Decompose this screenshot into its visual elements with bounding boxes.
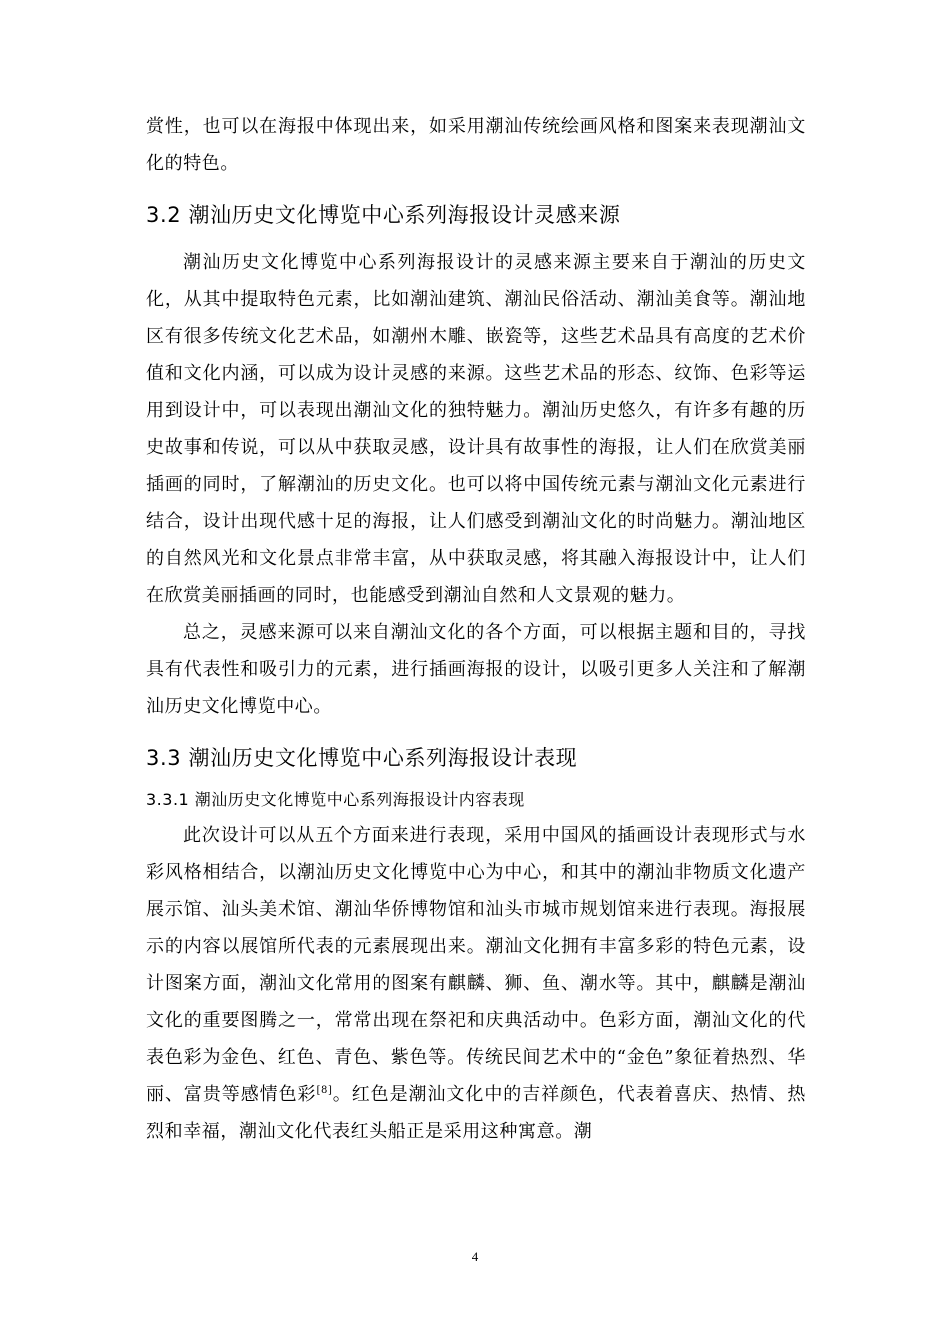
paragraph-text-after-reference: 。红色是潮汕文化中的吉祥颜色，代表着喜庆、热情、热烈和幸福，潮汕文化代表红头船正是采用这种寓意。潮: [146, 1084, 806, 1142]
section-3-2-paragraph-2: 总之，灵感来源可以来自潮汕文化的各个方面，可以根据主题和目的，寻找具有代表性和吸引力的元素，进行插画海报的设计，以吸引更多人关注和了解潮汕历史文化博览中心。: [146, 622, 806, 717]
intro-paragraph: 赏性，也可以在海报中体现出来，如采用潮汕传统绘画风格和图案来表现潮汕文化的特色。: [146, 116, 806, 174]
paragraph-text-before-reference: 此次设计可以从五个方面来进行表现，采用中国风的插画设计表现形式与水彩风格相结合，以潮汕历史文化博览中心为中心，和其中的潮汕非物质文化遗产展示馆、汕头美术馆、潮汕华侨博物馆和汕头市城市规划馆来进行表现。海报展示的内容以展馆所代表的元素展现出来。潮汕文化拥有丰富多彩的特色元素，设计图案方面，潮汕文化常用的图案有麒麟、狮、鱼、潮水等。其中，麒麟是潮汕文化的重要图腾之一，常常出现在祭祀和庆典活动中。色彩方面，潮汕文化的代表色彩为金色、红色、青色、紫色等。传统民间艺术中的“金色”象征着热烈、华丽、富贵等感情色彩: [146, 825, 806, 1105]
section-3-3-1-heading: 3.3.1 潮汕历史文化博览中心系列海报设计内容表现: [146, 790, 525, 809]
page-number: 4: [471, 1249, 479, 1264]
page-content: [146, 108, 806, 1150]
section-3-2-paragraph-1: 潮汕历史文化博览中心系列海报设计的灵感来源主要来自于潮汕的历史文化，从其中提取特色元素，比如潮汕建筑、潮汕民俗活动、潮汕美食等。潮汕地区有很多传统文化艺术品，如潮州木雕、嵌瓷等，这些艺术品具有高度的艺术价值和文化内涵，可以成为设计灵感的来源。这些艺术品的形态、纹饰、色彩等运用到设计中，可以表现出潮汕文化的独特魅力。潮汕历史悠久，有许多有趣的历史故事和传说，可以从中获取灵感，设计具有故事性的海报，让人们在欣赏美丽插画的同时，了解潮汕的历史文化。也可以将中国传统元素与潮汕文化元素进行结合，设计出现代感十足的海报，让人们感受到潮汕文化的时尚魅力。潮汕地区的自然风光和文化景点非常丰富，从中获取灵感，将其融入海报设计中，让人们在欣赏美丽插画的同时，也能感受到潮汕自然和人文景观的魅力。: [146, 252, 806, 606]
citation-reference: [8]: [316, 1085, 333, 1096]
section-3-3-heading: 3.3 潮汕历史文化博览中心系列海报设计表现: [146, 746, 578, 770]
section-3-3-1-paragraph: [146, 817, 806, 1150]
section-3-2-heading: 3.2 潮汕历史文化博览中心系列海报设计灵感来源: [146, 203, 621, 227]
